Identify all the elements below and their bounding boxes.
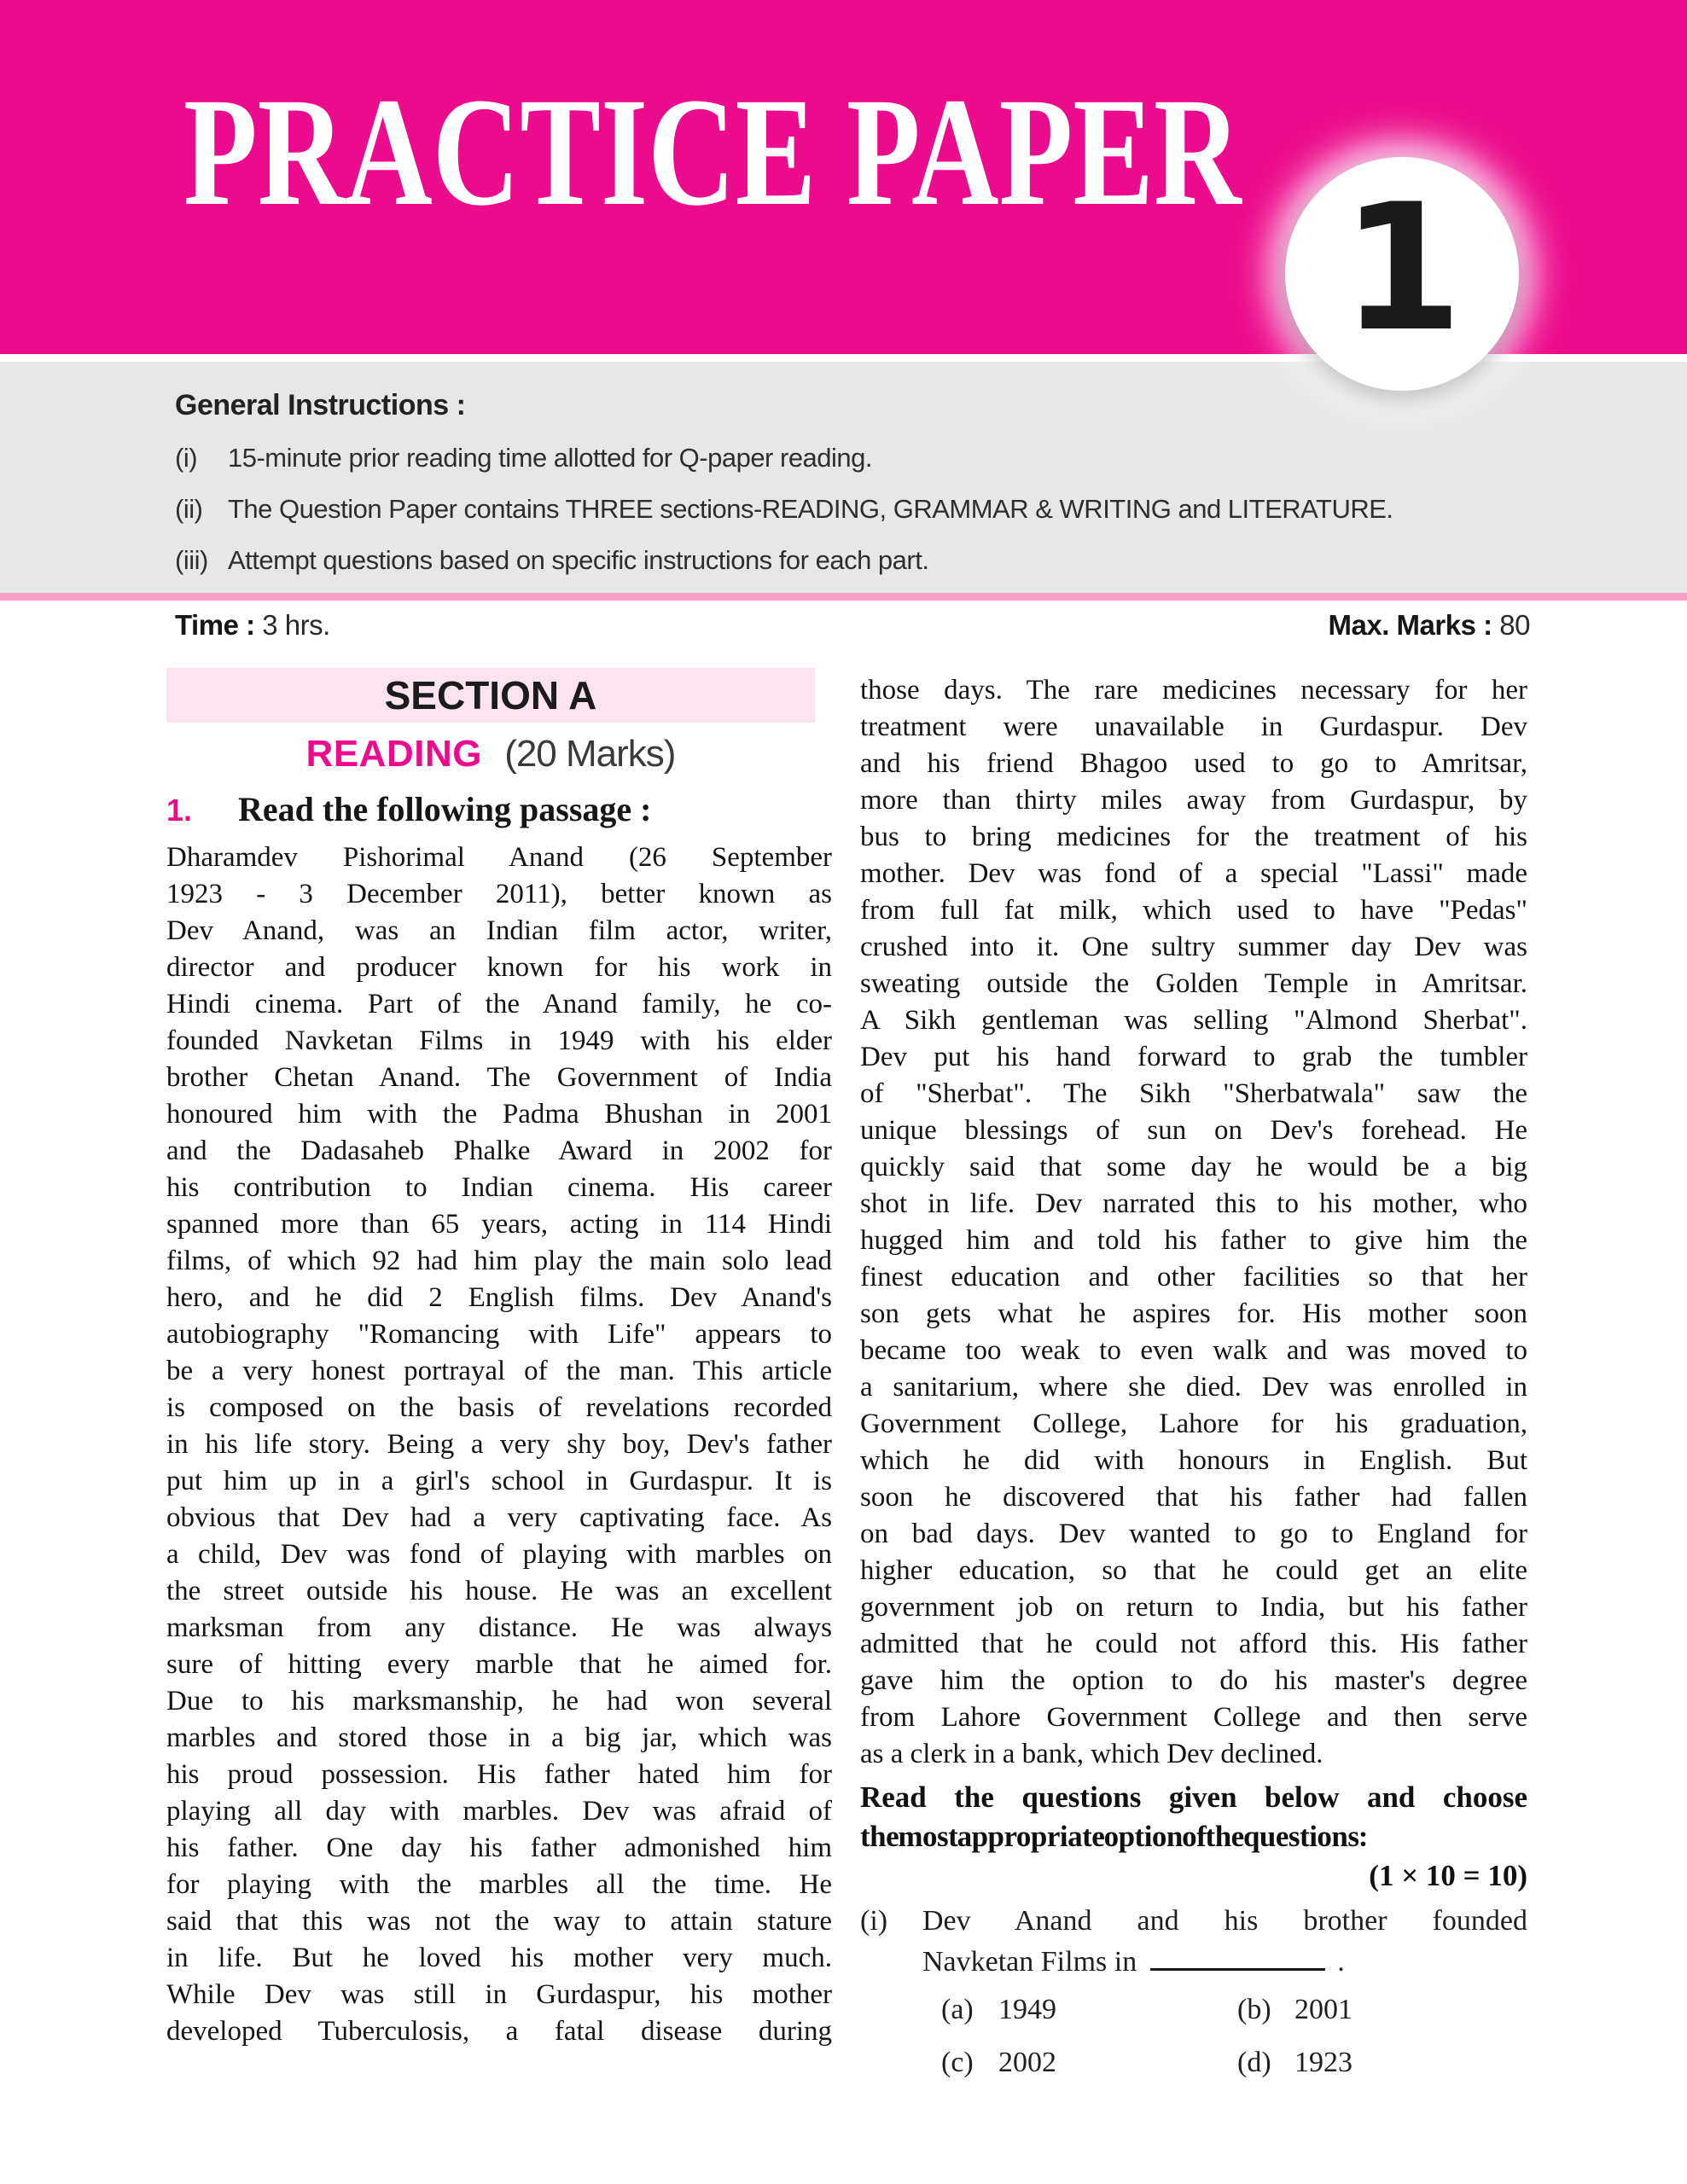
questions-heading-line2: the most appropriate option of the questions : — [860, 1820, 1368, 1853]
passage-line: director and producer known for his work in — [166, 952, 832, 983]
time-label: Time : — [175, 609, 255, 641]
passage-line: brother Chetan Anand. The Government of India — [166, 1062, 832, 1093]
passage-line: gave him the option to do his master's degree — [860, 1665, 1527, 1696]
instruction-text: Attempt questions based on specific instructions for each part. — [228, 545, 929, 575]
question-1-heading — [166, 789, 832, 829]
instruction-label: (iii) — [175, 545, 208, 575]
passage-line: sure of hitting every marble that he aimed for. — [166, 1649, 832, 1680]
passage-line: marbles and stored those in a big jar, which was — [166, 1722, 832, 1753]
instruction-text: 15-minute prior reading time allotted for Q-paper reading. — [228, 443, 873, 473]
option-b-label: (b) — [1237, 1994, 1271, 2025]
paper-number-badge — [1285, 157, 1519, 391]
passage-line: spanned more than 65 years, acting in 114 Hindi — [166, 1209, 832, 1240]
time-value: 3 hrs. — [262, 609, 330, 641]
passage-line: those days. The rare medicines necessary for her — [860, 675, 1527, 706]
passage-line: crushed into it. One sultry summer day Dev was — [860, 932, 1527, 962]
instruction-item — [175, 545, 1687, 576]
passage-line: admitted that he could not afford this. His father — [860, 1629, 1527, 1659]
passage-line: hero, and he did 2 English films. Dev Anand's — [166, 1282, 832, 1313]
passage-line: for playing with the marbles all the time. He — [166, 1869, 832, 1900]
instruction-text: The Question Paper contains THREE sections-READING, GRAMMAR & WRITING and LITERATURE. — [228, 494, 1393, 524]
passage-line: Due to his marksmanship, he had won several — [166, 1686, 832, 1716]
answer-blank — [1150, 1942, 1325, 1971]
passage-line: playing all day with marbles. Dev was afraid of — [166, 1796, 832, 1827]
question-1-number: 1. — [166, 793, 193, 828]
question-i-line2-period: . — [1337, 1946, 1345, 1978]
passage-line: mother. Dev was fond of a special "Lassi" made — [860, 858, 1527, 889]
reading-marks: (20 Marks) — [504, 733, 676, 775]
passage-line: of "Sherbat". The Sikh "Sherbatwala" saw the — [860, 1078, 1527, 1109]
passage-line: founded Navketan Films in 1949 with his elder — [166, 1025, 832, 1056]
option-b-value: 2001 — [1294, 1994, 1353, 2025]
passage-line: in his life story. Being a very shy boy, Dev's father — [166, 1429, 832, 1460]
question-i-line1: Dev Anand and his brother founded — [922, 1905, 1527, 1937]
divider-rule — [0, 593, 1687, 601]
passage-line: bus to bring medicines for the treatment of his — [860, 822, 1527, 852]
question-i-label: (i) — [860, 1905, 888, 1937]
right-column — [860, 668, 1527, 2082]
passage-right-column — [860, 672, 1527, 1736]
passage-line: quickly said that some day he would be a big — [860, 1152, 1527, 1182]
passage-line: said that this was not the way to attain stature — [166, 1906, 832, 1937]
question-i — [860, 1902, 1527, 2082]
passage-line: A Sikh gentleman was selling "Almond Sherbat". — [860, 1005, 1527, 1036]
passage-line: from full fat milk, which used to have "Pedas" — [860, 895, 1527, 926]
instruction-label: (i) — [175, 443, 198, 473]
passage-line: shot in life. Dev narrated this to his mother, who — [860, 1188, 1527, 1219]
question-1-text: Read the following passage : — [238, 790, 652, 828]
option-c-value: 2002 — [998, 2047, 1056, 2078]
max-marks — [1329, 609, 1530, 647]
passage-line: Hindi cinema. Part of the Anand family, he co- — [166, 989, 832, 1019]
passage-line: son gets what he aspires for. His mother soon — [860, 1298, 1527, 1329]
passage-line: and his friend Bhagoo used to go to Amritsar, — [860, 748, 1527, 779]
passage-line: Dev Anand, was an Indian film actor, writer, — [166, 915, 832, 946]
passage-line: more than thirty miles away from Gurdaspur, by — [860, 785, 1527, 816]
passage-line: which he did with honours in English. But — [860, 1445, 1527, 1476]
passage-left-column — [166, 839, 832, 2050]
passage-line: unique blessings of sun on Dev's forehead. He — [860, 1115, 1527, 1146]
meta-row — [175, 609, 1530, 647]
passage-line: Government College, Lahore for his graduation, — [860, 1409, 1527, 1439]
passage-line: a sanitarium, where she died. Dev was enrolled in — [860, 1372, 1527, 1403]
passage-line: is composed on the basis of revelations recorded — [166, 1392, 832, 1423]
passage-line: Dev put his hand forward to grab the tumbler — [860, 1042, 1527, 1072]
passage-line: films, of which 92 had him play the main solo lead — [166, 1246, 832, 1276]
reading-label: READING — [305, 733, 482, 775]
option-b — [1237, 1991, 1527, 2029]
paper-number: 1 — [1341, 166, 1463, 370]
passage-line: in life. But he loved his mother very much. — [166, 1943, 832, 1973]
max-marks-value: 80 — [1499, 609, 1530, 641]
instruction-label: (ii) — [175, 494, 203, 524]
question-i-body — [922, 1902, 1527, 2082]
passage-line: finest education and other facilities so that her — [860, 1262, 1527, 1292]
passage-line: higher education, so that he could get an elite — [860, 1555, 1527, 1586]
passage-line: and the Dadasaheb Phalke Award in 2002 for — [166, 1136, 832, 1166]
passage-line: 1923 - 3 December 2011), better known as — [166, 879, 832, 909]
option-d — [1237, 2044, 1527, 2082]
passage-line: be a very honest portrayal of the man. This article — [166, 1356, 832, 1386]
passage-line: from Lahore Government College and then serve — [860, 1702, 1527, 1733]
passage-line: his father. One day his father admonished him — [166, 1833, 832, 1863]
option-a — [941, 1991, 1237, 2029]
options-grid — [922, 1991, 1527, 2082]
section-a-header — [166, 668, 815, 723]
option-a-value: 1949 — [998, 1994, 1056, 2025]
page-title: PRACTICE PAPER — [183, 67, 1242, 238]
passage-line: While Dev was still in Gurdaspur, his mother — [166, 1979, 832, 2010]
questions-marks: (1 × 10 = 10) — [1369, 1859, 1527, 1892]
passage-line: on bad days. Dev wanted to go to England for — [860, 1519, 1527, 1549]
instruction-item — [175, 494, 1687, 525]
passage-line: honoured him with the Padma Bhushan in 2001 — [166, 1099, 832, 1130]
passage-line: hugged him and told his father to give him the — [860, 1225, 1527, 1256]
passage-line: his contribution to Indian cinema. His career — [166, 1172, 832, 1203]
reading-subheader — [166, 733, 815, 775]
general-instructions-heading: General Instructions : — [175, 389, 466, 421]
left-column — [166, 668, 832, 2050]
passage-line: sweating outside the Golden Temple in Amritsar. — [860, 968, 1527, 999]
option-c — [941, 2044, 1237, 2082]
question-i-line2 — [922, 1942, 1527, 1981]
passage-line: marksman from any distance. He was always — [166, 1612, 832, 1643]
passage-line: autobiography "Romancing with Life" appears to — [166, 1319, 832, 1350]
passage-line: his proud possession. His father hated him for — [166, 1759, 832, 1790]
passage-line: the street outside his house. He was an excellent — [166, 1576, 832, 1606]
option-d-label: (d) — [1237, 2047, 1271, 2078]
passage-line: a child, Dev was fond of playing with marbles on — [166, 1539, 832, 1570]
passage-line: Dharamdev Pishorimal Anand (26 September — [166, 842, 832, 873]
max-marks-label: Max. Marks : — [1328, 609, 1492, 641]
general-instructions-box — [0, 362, 1687, 593]
passage-line: soon he discovered that his father had fallen — [860, 1482, 1527, 1513]
time-allowed — [175, 609, 330, 647]
questions-heading-line1: Read the questions given below and choose — [860, 1780, 1527, 1814]
passage-line: government job on return to India, but his father — [860, 1592, 1527, 1623]
passage-line: became too weak to even walk and was moved to — [860, 1335, 1527, 1366]
option-a-label: (a) — [941, 1994, 974, 2025]
passage-line: treatment were unavailable in Gurdaspur. Dev — [860, 712, 1527, 742]
section-a-title: SECTION A — [384, 673, 597, 717]
passage-last-line: as a clerk in a bank, which Dev declined. — [860, 1739, 1323, 1769]
option-d-value: 1923 — [1294, 2047, 1353, 2078]
passage-line: obvious that Dev had a very captivating face. As — [166, 1502, 832, 1533]
option-c-label: (c) — [941, 2047, 974, 2078]
passage-line: put him up in a girl's school in Gurdaspur. It is — [166, 1466, 832, 1496]
passage-line: developed Tuberculosis, a fatal disease during — [166, 2016, 832, 2047]
instruction-item — [175, 443, 1687, 473]
question-i-line2-text: Navketan Films in — [922, 1946, 1137, 1978]
